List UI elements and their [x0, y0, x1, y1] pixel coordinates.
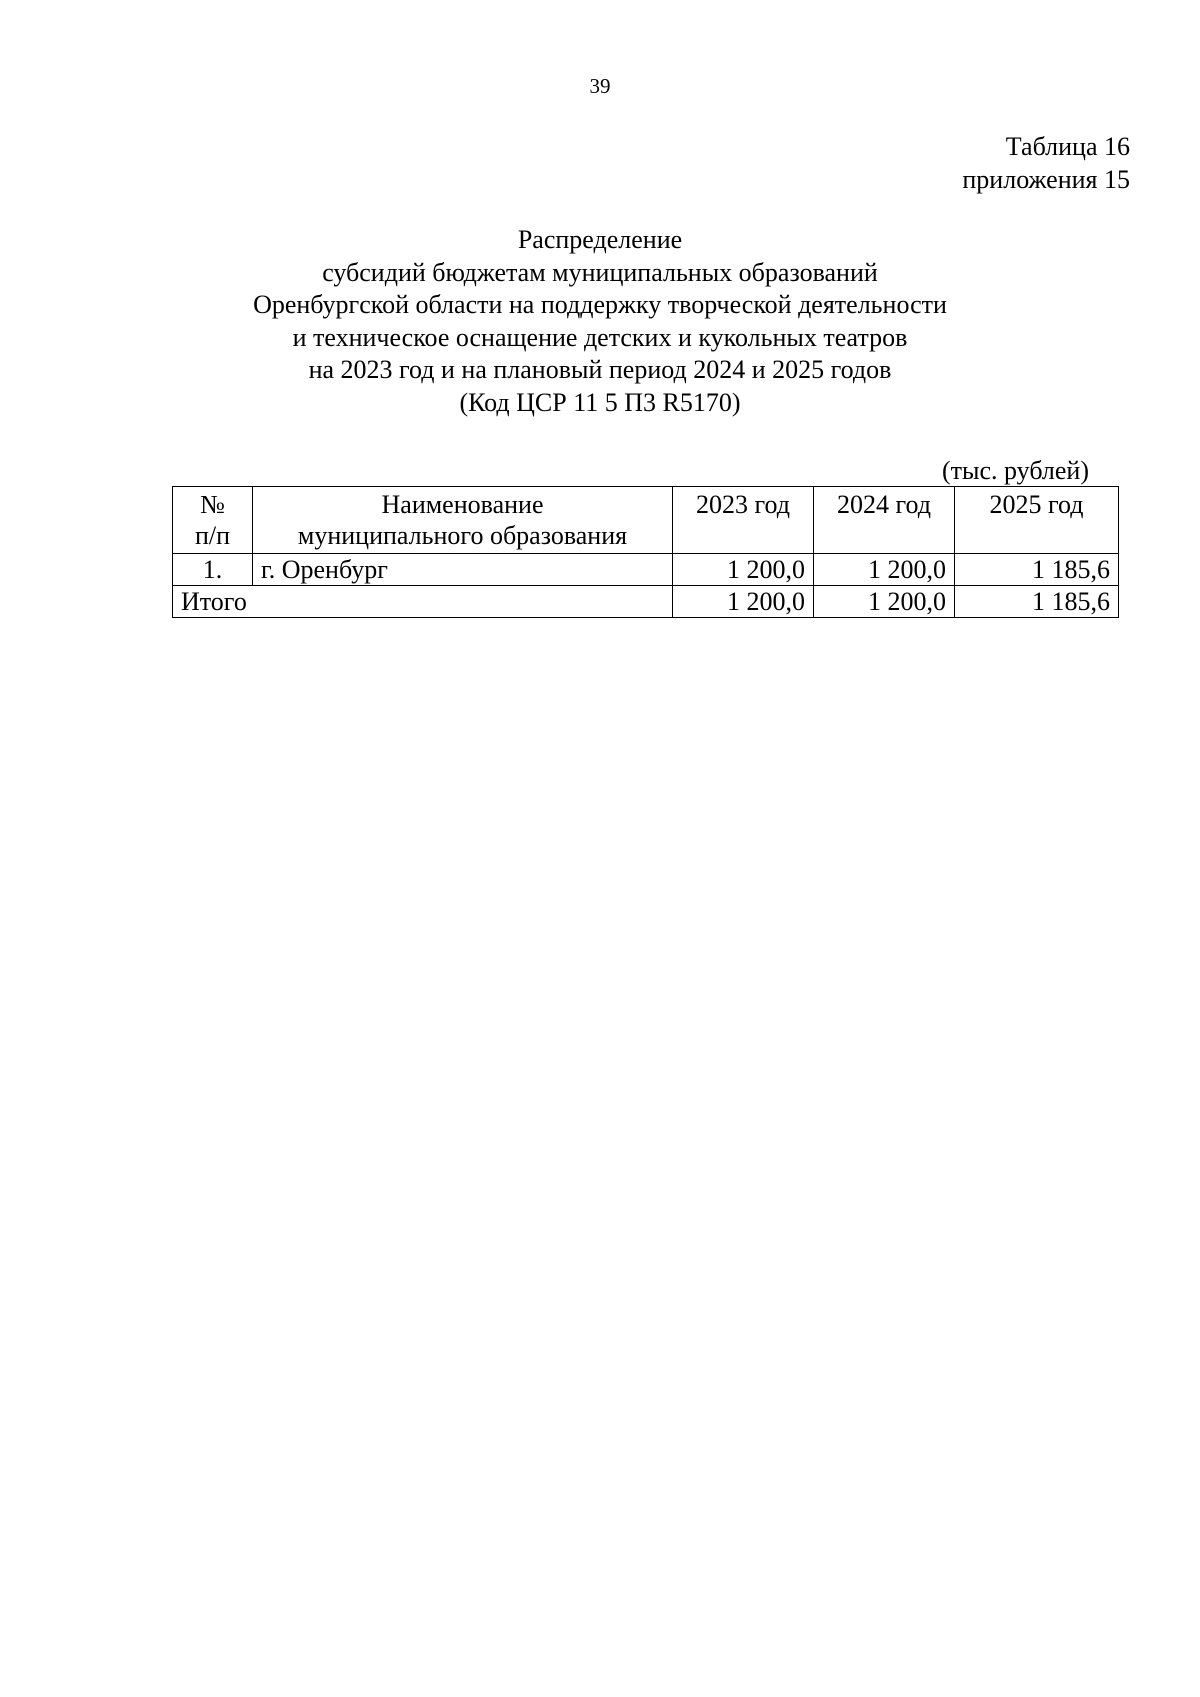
units-note: (тыс. рублей) [941, 456, 1089, 485]
total-label: Итого [173, 586, 673, 618]
row-value-2023: 1 200,0 [673, 554, 814, 586]
table-number: Таблица 16 [1005, 132, 1130, 161]
header-2025: 2025 год [955, 487, 1119, 554]
total-value-2024: 1 200,0 [814, 586, 955, 618]
title-line: субсидий бюджетам муниципальных образований [322, 257, 878, 287]
total-row [173, 586, 1119, 618]
row-value-2024: 1 200,0 [814, 554, 955, 586]
subsidy-table [172, 486, 1119, 618]
appendix-reference: приложения 15 [962, 165, 1130, 194]
title-line: на 2023 год и на плановый период 2024 и 2025 годов [308, 355, 892, 384]
header-number-symbol: № [200, 490, 225, 519]
row-number: 1. [173, 554, 253, 586]
title-line: и техническое оснащение детских и кукольных театров [292, 322, 908, 352]
page-number: 39 [589, 74, 611, 98]
document-title [0, 224, 1200, 419]
header-name [253, 487, 673, 554]
total-value-2023: 1 200,0 [673, 586, 814, 618]
row-municipality: г. Оренбург [253, 554, 673, 586]
title-line: Оренбургской области на поддержку творческой деятельности [253, 290, 947, 319]
title-code-line: (Код ЦСР 11 5 П3 R5170) [459, 387, 741, 417]
total-value-2025: 1 185,6 [955, 586, 1119, 618]
row-value-2025: 1 185,6 [955, 554, 1119, 586]
table-header-row [173, 487, 1119, 554]
table-row [173, 554, 1119, 586]
header-number-label: п/п [194, 521, 231, 550]
table-reference [962, 130, 1130, 196]
title-line: Распределение [517, 225, 683, 254]
header-2023: 2023 год [673, 487, 814, 554]
header-name-line1: Наименование [381, 490, 544, 519]
header-2024: 2024 год [814, 487, 955, 554]
header-name-line2: муниципального образования [297, 521, 628, 550]
header-number [173, 487, 253, 554]
